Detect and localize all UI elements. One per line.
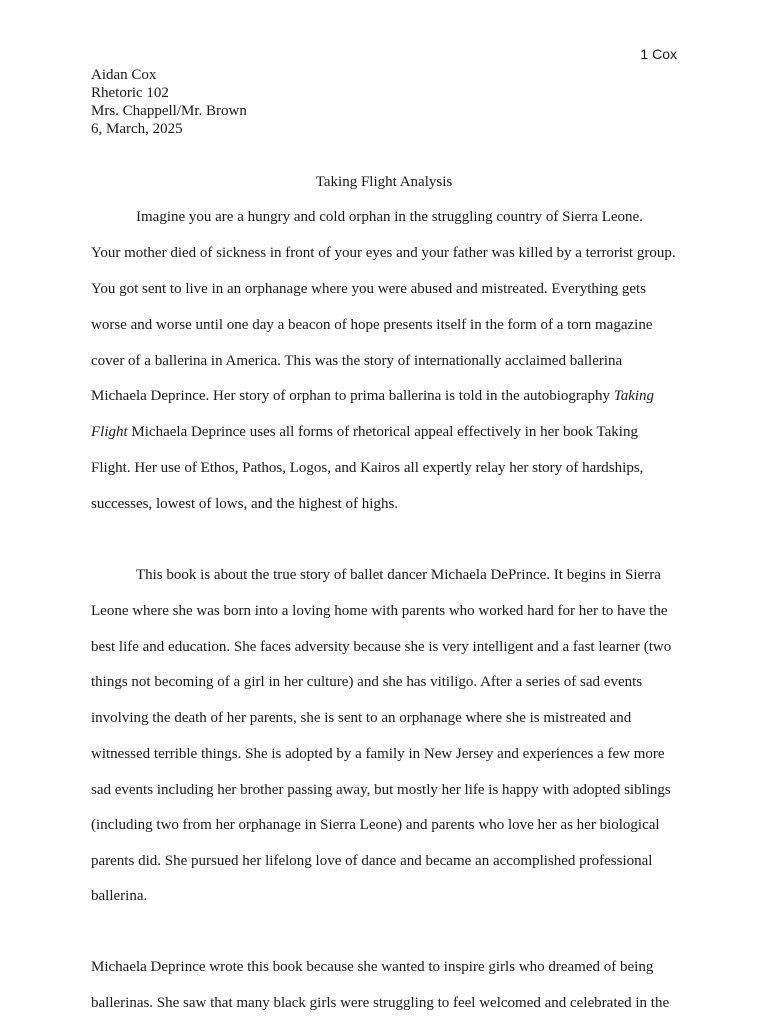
text-line (91, 423, 638, 441)
text-line (91, 387, 654, 405)
text-line: Your mother died of sickness in front of your eyes and your father was killed by a terrorist group. (91, 245, 676, 261)
text-line: Imagine you are a hungry and cold orphan in the struggling country of Sierra Leone. (136, 209, 643, 225)
text-span: Michaela Deprince. Her story of orphan to prima ballerina is told in the autobiography (91, 388, 614, 404)
text-line: worse and worse until one day a beacon of hope presents itself in the form of a torn magazine (91, 317, 653, 333)
text-line: sad events including her brother passing away, but mostly her life is happy with adopted siblings (91, 782, 671, 798)
text-line: parents did. She pursued her lifelong love of dance and became an accomplished professional (91, 853, 653, 869)
date: 6, March, 2025 (91, 121, 183, 137)
text-line: Flight. Her use of Ethos, Pathos, Logos, and Kairos all expertly relay her story of hardships, (91, 460, 644, 476)
text-line: best life and education. She faces adversity because she is very intelligent and a fast learner (two (91, 639, 672, 655)
course-name: Rhetoric 102 (91, 85, 169, 101)
author-name: Aidan Cox (91, 67, 157, 83)
text-line: ballerinas. She saw that many black girls were struggling to feel welcomed and celebrated in the (91, 995, 670, 1011)
text-line: things not becoming of a girl in her culture) and she has vitiligo. After a series of sad events (91, 674, 643, 690)
page-number: 1 Cox (640, 46, 677, 62)
text-line: cover of a ballerina in America. This was the story of internationally acclaimed ballerina (91, 353, 623, 369)
mla-heading (91, 66, 247, 138)
text-line: Leone where she was born into a loving home with parents who worked hard for her to have the (91, 603, 668, 619)
text-line: (including two from her orphanage in Sierra Leone) and parents who love her as her biological (91, 817, 660, 833)
page-title: Taking Flight Analysis (315, 174, 453, 190)
text-line: witnessed terrible things. She is adopted by a family in New Jersey and experiences a few more (91, 746, 665, 762)
book-title-italic: Taking (613, 388, 655, 404)
instructor-names: Mrs. Chappell/Mr. Brown (91, 103, 247, 119)
text-line: successes, lowest of lows, and the highest of highs. (91, 496, 399, 512)
text-line: This book is about the true story of ballet dancer Michaela DePrince. It begins in Sierra (136, 567, 661, 583)
text-line: You got sent to live in an orphanage where you were abused and mistreated. Everything gets (91, 281, 646, 297)
text-line: Michaela Deprince wrote this book because she wanted to inspire girls who dreamed of being (91, 959, 654, 975)
text-span: Michaela Deprince uses all forms of rhetorical appeal effectively in her book Taking (127, 424, 638, 440)
book-title-italic: Flight (91, 424, 128, 440)
text-line: involving the death of her parents, she is sent to an orphanage where she is mistreated and (91, 710, 632, 726)
text-line: ballerina. (91, 888, 148, 904)
